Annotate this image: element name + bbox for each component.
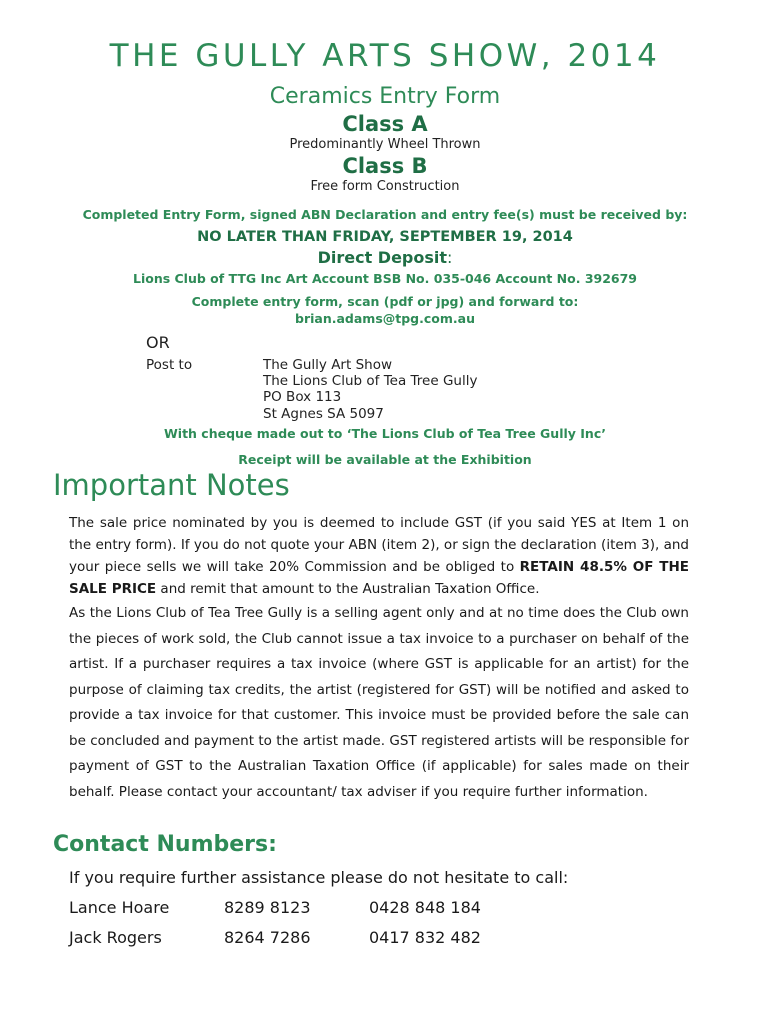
post-address-line: PO Box 113: [263, 389, 342, 405]
contact-email[interactable]: brian.adams@tpg.com.au: [295, 311, 475, 326]
contact-numbers-heading: Contact Numbers:: [53, 832, 277, 857]
contact-phone: 8289 8123: [224, 898, 311, 917]
form-subtitle: Ceramics Entry Form: [269, 84, 501, 109]
class-a-heading: Class A: [342, 112, 428, 136]
direct-deposit-heading: [0, 248, 770, 267]
class-b-heading: Class B: [342, 154, 428, 178]
important-notes-heading: Important Notes: [53, 468, 290, 502]
notes-paragraph-tax-invoice: As the Lions Club of Tea Tree Gully is a selling agent only and at no time does the Club own the pieces of work sold, the Club cannot issue a tax invoice to a purchaser on behalf of the artist. If a purchaser requires a tax invoice (where GST is applicable for an artist) for the purpose of claiming tax credits, the artist (registered for GST) will be notified and asked to provide a tax invoice for that customer. This invoice must be provided before the sale can be concluded and payment to the artist made. GST registered artists will be responsible for payment of GST to the Australian Taxation Office (if applicable) for sales made on their behalf. Please contact your accountant/ tax adviser if you require further information.: [69, 605, 689, 800]
page-title: THE GULLY ARTS SHOW, 2014: [109, 38, 661, 74]
contact-mobile: 0428 848 184: [369, 898, 481, 917]
notes-paragraph-gst: [69, 512, 689, 600]
retain-emphasis: RETAIN 48.5% OF THE SALE PRICE: [69, 559, 689, 597]
direct-deposit-colon: :: [447, 248, 453, 267]
contact-name: Jack Rogers: [69, 928, 162, 947]
contact-phone: 8264 7286: [224, 928, 311, 947]
post-address-line: The Gully Art Show: [263, 357, 392, 373]
notes-paragraph-gst-end: and remit that amount to the Australian Taxation Office.: [156, 581, 540, 597]
submission-requirement: Completed Entry Form, signed ABN Declaration and entry fee(s) must be received by:: [82, 207, 688, 222]
post-to-label: Post to: [146, 357, 193, 373]
bank-account-details: Lions Club of TTG Inc Art Account BSB No. 035-046 Account No. 392679: [132, 271, 638, 286]
direct-deposit-label: Direct Deposit: [317, 248, 448, 267]
notes-paragraph-gst-text: The sale price nominated by you is deemed to include GST (if you said YES at Item 1 on the entry form). If you do not quote your ABN (item 2), or sign the declaration (item 3), and your piece sells we will take 20% Commission and be obliged to: [69, 515, 689, 575]
class-b-description: Free form Construction: [310, 179, 460, 194]
scan-instruction: Complete entry form, scan (pdf or jpg) and forward to:: [191, 294, 579, 309]
cheque-instruction: With cheque made out to ‘The Lions Club of Tea Tree Gully Inc’: [164, 426, 606, 441]
or-separator: OR: [146, 333, 170, 352]
post-address-line: St Agnes SA 5097: [263, 406, 384, 422]
post-address-line: The Lions Club of Tea Tree Gully: [263, 373, 478, 389]
class-a-description: Predominantly Wheel Thrown: [289, 137, 481, 152]
deadline: NO LATER THAN FRIDAY, SEPTEMBER 19, 2014: [197, 229, 573, 245]
contact-mobile: 0417 832 482: [369, 928, 481, 947]
contact-intro: If you require further assistance please do not hesitate to call:: [69, 868, 569, 887]
contact-name: Lance Hoare: [69, 898, 170, 917]
receipt-note: Receipt will be available at the Exhibition: [238, 452, 532, 467]
